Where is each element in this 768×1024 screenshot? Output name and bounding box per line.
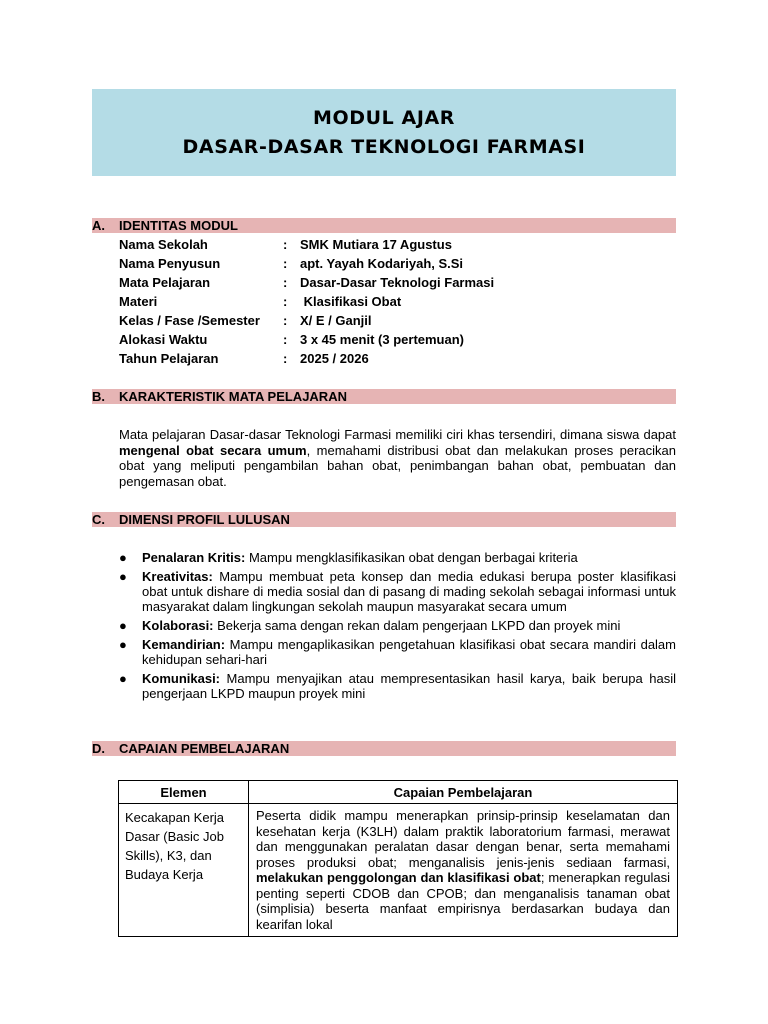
capaian-table [118, 780, 678, 937]
bullet-icon: ● [119, 568, 127, 584]
list-item [119, 618, 676, 633]
paragraph-text: , memahami distribusi obat dan melakukan proses peracikan obat yang meliputi pengambilan bahan obat, penimbangan bahan obat, pembuatan dan pengemasan obat. [119, 442, 677, 489]
section-letter: C. [92, 512, 105, 527]
profil-lulusan-list [119, 550, 676, 705]
info-row-nama-sekolah [119, 235, 679, 254]
info-colon: : [283, 237, 288, 252]
item-desc: Mampu mengaplikasikan pengetahuan klasifikasi obat secara mandiri dalam kehidupan sehari-hari [142, 636, 676, 668]
cell-capaian [249, 804, 678, 937]
item-desc: Bekerja sama dengan rekan dalam pengerjaan LKPD dan proyek mini [213, 618, 621, 634]
info-label: Tahun Pelajaran [119, 351, 219, 366]
info-colon: : [283, 256, 288, 271]
column-header-elemen: Elemen [119, 781, 249, 804]
info-label: Alokasi Waktu [119, 332, 208, 347]
section-a-heading [92, 218, 676, 233]
info-row-materi [119, 292, 679, 311]
info-value: 3 x 45 menit (3 pertemuan) [300, 332, 464, 347]
info-row-alokasi-waktu [119, 330, 679, 349]
karakteristik-paragraph [119, 427, 676, 489]
table-row [119, 804, 678, 937]
info-label: Nama Sekolah [119, 237, 208, 252]
info-colon: : [283, 294, 288, 309]
info-value: X/ E / Ganjil [300, 313, 372, 328]
list-item [119, 550, 676, 565]
info-colon: : [283, 351, 288, 366]
section-title: IDENTITAS MODUL [119, 218, 238, 233]
list-item [119, 671, 676, 702]
info-label: Kelas / Fase /Semester [119, 313, 260, 328]
item-desc: Mampu menyajikan atau mempresentasikan hasil karya, baik berupa hasil pengerjaan LKPD maupun proyek mini [142, 671, 676, 702]
info-value: Dasar-Dasar Teknologi Farmasi [300, 275, 495, 290]
section-letter: D. [92, 741, 105, 756]
item-term: Kolaborasi: [142, 618, 214, 634]
item-term: Penalaran Kritis: [142, 550, 246, 565]
item-desc: Mampu membuat peta konsep dan media edukasi berupa poster klasifikasi obat untuk dishare di media sosial dan di pasang di mading sekolah sebagai informasi untuk masyarakat dalam lingkungan sekolah maupun masyarakat secara umum [142, 568, 676, 615]
paragraph-emphasis: mengenal obat secara umum [119, 442, 307, 458]
section-d-heading [92, 741, 676, 756]
bullet-icon: ● [119, 636, 127, 652]
info-label: Nama Penyusun [119, 256, 221, 271]
list-item [119, 569, 676, 615]
capaian-text: ; menerapkan regulasi penting seperti CDOB dan CPOB; dan menganalisis tanaman obat (simplisia) beserta manfaat empirisnya berdasarkan budaya dan kearifan lokal [256, 870, 670, 932]
module-title-box [92, 89, 676, 176]
module-subtitle: DASAR-DASAR TEKNOLOGI FARMASI [182, 135, 586, 158]
info-label: Mata Pelajaran [119, 275, 211, 290]
section-letter: A. [92, 218, 105, 233]
section-b-heading [92, 389, 676, 404]
info-row-kelas [119, 311, 679, 330]
list-item [119, 637, 676, 668]
info-value: Klasifikasi Obat [300, 294, 402, 309]
info-row-nama-penyusun [119, 254, 679, 273]
module-title: MODUL AJAR [312, 106, 456, 129]
info-colon: : [283, 313, 288, 328]
item-term: Kemandirian: [142, 636, 226, 652]
cell-elemen: Kecakapan Kerja Dasar (Basic Job Skills), K3, dan Budaya Kerja [119, 804, 249, 937]
info-row-tahun-pelajaran [119, 349, 679, 368]
info-value: 2025 / 2026 [300, 351, 369, 366]
paragraph-text: Mata pelajaran Dasar-dasar Teknologi Farmasi memiliki ciri khas tersendiri, dimana siswa dapat [119, 427, 676, 442]
info-row-mata-pelajaran [119, 273, 679, 292]
section-c-heading [92, 512, 676, 527]
info-value: SMK Mutiara 17 Agustus [300, 237, 452, 252]
info-colon: : [283, 332, 288, 347]
column-header-capaian: Capaian Pembelajaran [249, 781, 678, 804]
bullet-icon: ● [119, 550, 127, 565]
capaian-emphasis: melakukan penggolongan dan klasifikasi obat [256, 870, 541, 885]
info-value: apt. Yayah Kodariyah, S.Si [300, 256, 464, 271]
capaian-text: Peserta didik mampu menerapkan prinsip-prinsip keselamatan dan kesehatan kerja (K3LH) dalam praktik laboratorium farmasi, merawat dan menggunakan peralatan dasar dengan benar, serta memahami proses produksi obat; menganalisis jenis-jenis sediaan farmasi, [256, 808, 670, 870]
info-label: Materi [119, 294, 158, 309]
item-term: Kreativitas: [142, 568, 213, 584]
item-term: Komunikasi: [142, 671, 221, 687]
section-title: KARAKTERISTIK MATA PELAJARAN [119, 389, 347, 404]
table-header-row [119, 781, 678, 804]
item-desc: Mampu mengklasifikasikan obat dengan berbagai kriteria [245, 550, 578, 565]
section-title: DIMENSI PROFIL LULUSAN [119, 512, 290, 527]
section-title: CAPAIAN PEMBELAJARAN [119, 741, 290, 756]
bullet-icon: ● [119, 671, 127, 687]
bullet-icon: ● [119, 618, 127, 634]
section-letter: B. [92, 389, 105, 404]
info-colon: : [283, 275, 288, 290]
